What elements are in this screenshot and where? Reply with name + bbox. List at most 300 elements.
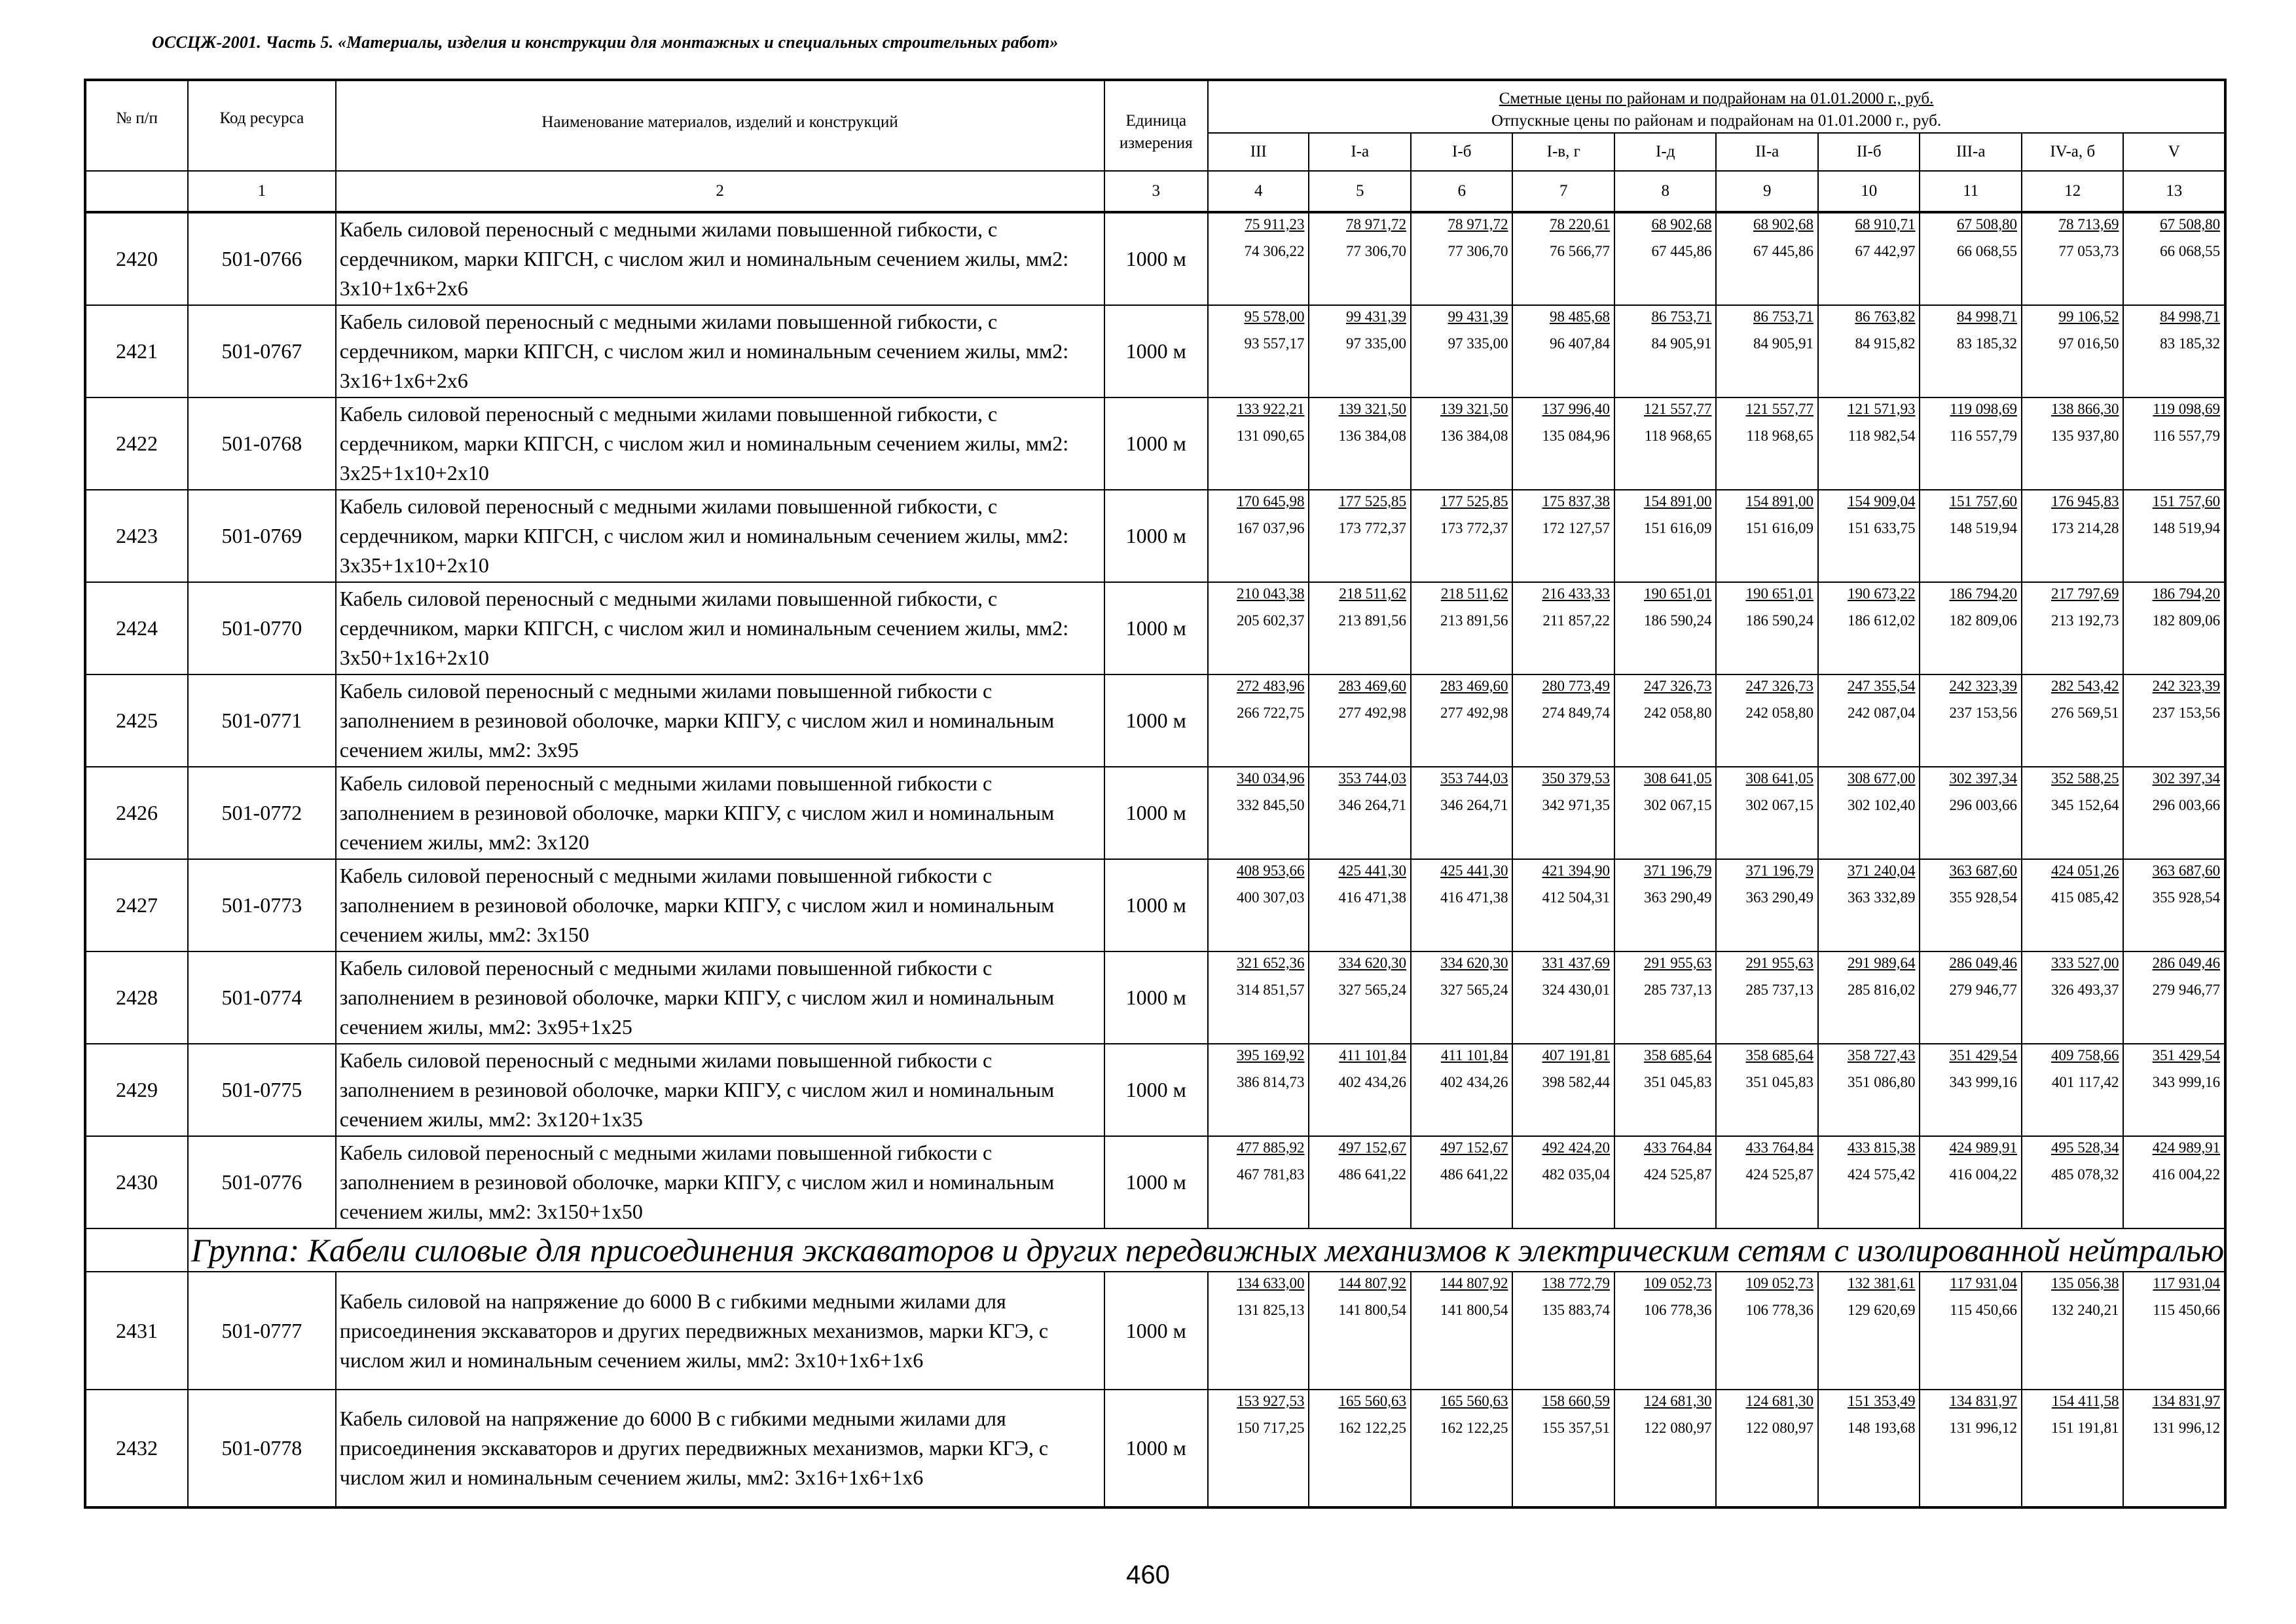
release-price: 83 185,32 [1956,335,2017,352]
estimated-price: 170 645,98 [1236,493,1305,509]
price-cell [1716,490,1818,582]
estimated-price: 272 483,96 [1236,678,1305,694]
price-cell [2123,1272,2225,1390]
release-price: 285 816,02 [1847,982,1916,998]
estimated-price: 291 955,63 [1745,955,1813,971]
release-price: 106 778,36 [1745,1302,1813,1318]
column-number: 5 [1309,171,1411,212]
release-price: 83 185,32 [2160,335,2221,352]
release-price: 279 946,77 [2152,982,2221,998]
estimated-price: 492 424,20 [1542,1139,1610,1156]
release-price: 77 306,70 [1448,243,1508,259]
price-cell [1614,951,1717,1044]
header-region: IV-а, б [2022,133,2124,171]
item-name: Кабель силовой переносный с медными жилами повышенной гибкости с заполнением в резиновой оболочке, марки КПГУ, с числом жил и номинальным сечением жилы, мм2: 3х120 [336,767,1104,859]
estimated-price: 216 433,33 [1542,585,1610,602]
estimated-price: 78 220,61 [1549,216,1610,232]
release-price: 66 068,55 [1956,243,2017,259]
price-cell [1411,859,1513,951]
estimated-price: 334 620,30 [1338,955,1406,971]
estimated-price: 433 764,84 [1745,1139,1813,1156]
release-price: 416 471,38 [1440,889,1508,906]
price-cell [1411,951,1513,1044]
estimated-price: 350 379,53 [1542,770,1610,786]
release-price: 398 582,44 [1542,1074,1610,1090]
price-cell [1920,212,2022,305]
release-price: 213 192,73 [2050,612,2119,629]
price-cell [1920,1390,2022,1507]
price-cell [1512,1390,1614,1507]
row-number: 2429 [85,1044,188,1136]
estimated-price: 109 052,73 [1643,1275,1712,1291]
release-price: 402 434,26 [1338,1074,1406,1090]
release-price: 363 290,49 [1643,889,1712,906]
estimated-price: 175 837,38 [1542,493,1610,509]
estimated-price: 247 355,54 [1847,678,1916,694]
estimated-price: 154 411,58 [2051,1393,2119,1409]
release-price: 136 384,08 [1338,428,1406,444]
estimated-price: 86 753,71 [1753,308,1813,325]
resource-code: 501-0774 [188,951,336,1044]
release-price: 148 193,68 [1847,1420,1916,1436]
group-title: Группа: Кабели силовые для присоединения экскаваторов и других передвижных механизмов к электрическим сетям с изолированной нейтралью [188,1228,2225,1272]
price-cell [1411,1272,1513,1390]
price-cell [1208,212,1309,305]
price-cell [2022,767,2124,859]
release-price: 363 332,89 [1847,889,1916,906]
price-cell [1614,767,1717,859]
price-cell [2123,674,2225,767]
price-cell [2022,212,2124,305]
price-cell [1411,1136,1513,1228]
estimated-price: 283 469,60 [1440,678,1508,694]
estimated-price: 424 989,91 [1949,1139,2017,1156]
price-cell [1512,767,1614,859]
column-number: 13 [2123,171,2225,212]
header-prices [1208,80,2225,133]
resource-code: 501-0778 [188,1390,336,1507]
price-cell [1512,859,1614,951]
price-cell [1309,1272,1411,1390]
release-price: 386 814,73 [1236,1074,1305,1090]
estimated-price: 138 866,30 [2050,401,2119,417]
resource-code: 501-0775 [188,1044,336,1136]
release-price: 424 525,87 [1745,1166,1813,1183]
estimated-price: 177 525,85 [1440,493,1508,509]
price-cell [1512,951,1614,1044]
column-numbers-row [85,171,2225,212]
estimated-price: 308 677,00 [1847,770,1916,786]
price-cell [2123,490,2225,582]
estimated-price: 139 321,50 [1440,401,1508,417]
release-price: 211 857,22 [1542,612,1610,629]
release-price: 412 504,31 [1542,889,1610,906]
estimated-price: 133 922,21 [1236,401,1305,417]
release-price: 182 809,06 [1949,612,2017,629]
release-price: 106 778,36 [1643,1302,1712,1318]
header-prices-release: Отпускные цены по районам и подрайонам на 01.01.2000 г., руб. [1491,112,1942,130]
unit: 1000 м [1104,951,1209,1044]
estimated-price: 67 508,80 [1956,216,2017,232]
estimated-price: 371 196,79 [1643,862,1712,879]
table-row [85,1390,2225,1507]
price-cell [1818,674,1920,767]
price-cell [2022,674,2124,767]
estimated-price: 151 757,60 [2152,493,2221,509]
table-row [85,490,2225,582]
estimated-price: 433 815,38 [1847,1139,1916,1156]
release-price: 296 003,66 [2152,797,2221,813]
price-cell [1411,674,1513,767]
estimated-price: 134 831,97 [1949,1393,2017,1409]
price-cell [1818,859,1920,951]
resource-code: 501-0769 [188,490,336,582]
column-number: 3 [1104,171,1209,212]
price-cell [1614,305,1717,397]
price-cell [1920,859,2022,951]
estimated-price: 78 971,72 [1448,216,1508,232]
release-price: 351 086,80 [1847,1074,1916,1090]
release-price: 135 937,80 [2050,428,2119,444]
release-price: 97 335,00 [1448,335,1508,352]
estimated-price: 407 191,81 [1542,1047,1610,1063]
release-price: 276 569,51 [2050,705,2119,721]
release-price: 415 085,42 [2050,889,2119,906]
release-price: 167 037,96 [1236,520,1305,536]
release-price: 67 445,86 [1753,243,1813,259]
estimated-price: 340 034,96 [1236,770,1305,786]
estimated-price: 86 763,82 [1855,308,1916,325]
price-cell [1614,1272,1717,1390]
release-price: 296 003,66 [1949,797,2017,813]
item-name: Кабель силовой переносный с медными жилами повышенной гибкости с заполнением в резиновой оболочке, марки КПГУ, с числом жил и номинальным сечением жилы, мм2: 3х150 [336,859,1104,951]
release-price: 274 849,74 [1542,705,1610,721]
release-price: 150 717,25 [1236,1420,1305,1436]
item-name: Кабель силовой переносный с медными жилами повышенной гибкости, с сердечником, марки КПГСН, с числом жил и номинальным сечением жилы, мм2: 3х16+1х6+2х6 [336,305,1104,397]
release-price: 132 240,21 [2050,1302,2119,1318]
release-price: 400 307,03 [1236,889,1305,906]
item-name: Кабель силовой на напряжение до 6000 В с гибкими медными жилами для присоединения экскаваторов и других передвижных механизмов, марки КГЭ, с числом жил и номинальным сечением жилы, мм2: 3х10+1х6+1х6 [336,1272,1104,1390]
column-number: 9 [1716,171,1818,212]
estimated-price: 154 891,00 [1643,493,1712,509]
release-price: 363 290,49 [1745,889,1813,906]
release-price: 77 053,73 [2058,243,2119,259]
price-cell [2022,859,2124,951]
price-cell [1716,1390,1818,1507]
estimated-price: 283 469,60 [1338,678,1406,694]
price-cell [2123,859,2225,951]
release-price: 343 999,16 [1949,1074,2017,1090]
release-price: 346 264,71 [1338,797,1406,813]
release-price: 148 519,94 [1949,520,2017,536]
header-num: № п/п [85,80,188,171]
estimated-price: 242 323,39 [2152,678,2221,694]
header-name: Наименование материалов, изделий и конструкций [336,80,1104,171]
estimated-price: 242 323,39 [1949,678,2017,694]
release-price: 148 519,94 [2152,520,2221,536]
price-cell [1411,212,1513,305]
column-number: 10 [1818,171,1920,212]
header-region: II-б [1818,133,1920,171]
resource-code: 501-0776 [188,1136,336,1228]
estimated-price: 151 353,49 [1847,1393,1916,1409]
header-region: I-д [1614,133,1717,171]
price-cell [1309,859,1411,951]
resource-code: 501-0773 [188,859,336,951]
release-price: 346 264,71 [1440,797,1508,813]
release-price: 96 407,84 [1549,335,1610,352]
estimated-price: 363 687,60 [2152,862,2221,879]
price-cell [1920,1044,2022,1136]
price-cell [1716,1044,1818,1136]
header-region: I-б [1411,133,1513,171]
release-price: 482 035,04 [1542,1166,1610,1183]
header-region: III [1208,133,1309,171]
estimated-price: 84 998,71 [1956,308,2017,325]
price-cell [1309,582,1411,674]
header-code: Код ресурса [188,80,336,171]
price-cell [1309,674,1411,767]
estimated-price: 411 101,84 [1440,1047,1508,1063]
release-price: 162 122,25 [1440,1420,1508,1436]
release-price: 115 450,66 [1950,1302,2017,1318]
estimated-price: 352 588,25 [2050,770,2119,786]
estimated-price: 86 753,71 [1651,308,1712,325]
release-price: 424 525,87 [1643,1166,1712,1183]
row-number: 2431 [85,1272,188,1390]
price-cell [1818,951,1920,1044]
estimated-price: 421 394,90 [1542,862,1610,879]
release-price: 424 575,42 [1847,1166,1916,1183]
table-row [85,1044,2225,1136]
estimated-price: 353 744,03 [1338,770,1406,786]
row-number: 2421 [85,305,188,397]
estimated-price: 121 557,77 [1643,401,1712,417]
item-name: Кабель силовой переносный с медными жилами повышенной гибкости с заполнением в резиновой оболочке, марки КПГУ, с числом жил и номинальным сечением жилы, мм2: 3х150+1х50 [336,1136,1104,1228]
price-cell [1716,397,1818,490]
price-cell [1818,397,1920,490]
item-name: Кабель силовой переносный с медными жилами повышенной гибкости с заполнением в резиновой оболочке, марки КПГУ, с числом жил и номинальным сечением жилы, мм2: 3х120+1х35 [336,1044,1104,1136]
header-unit: Единица измерения [1104,80,1209,171]
price-cell [1309,1136,1411,1228]
row-number: 2423 [85,490,188,582]
price-cell [2123,1136,2225,1228]
page-number: 460 [1126,1560,1170,1589]
price-cell [1309,1044,1411,1136]
release-price: 416 004,22 [1949,1166,2017,1183]
estimated-price: 425 441,30 [1440,862,1508,879]
estimated-price: 99 431,39 [1345,308,1406,325]
release-price: 327 565,24 [1338,982,1406,998]
release-price: 135 084,96 [1542,428,1610,444]
price-cell [1512,1044,1614,1136]
page-header: ОССЦЖ-2001. Часть 5. «Материалы, изделия и конструкции для монтажных и специальных строительных работ» [152,33,1059,52]
release-price: 118 982,54 [1848,428,1916,444]
estimated-price: 286 049,46 [1949,955,2017,971]
estimated-price: 186 794,20 [1949,585,2017,602]
item-name: Кабель силовой переносный с медными жилами повышенной гибкости с заполнением в резиновой оболочке, марки КПГУ, с числом жил и номинальным сечением жилы, мм2: 3х95+1х25 [336,951,1104,1044]
unit: 1000 м [1104,767,1209,859]
release-price: 131 090,65 [1236,428,1305,444]
estimated-price: 425 441,30 [1338,862,1406,879]
estimated-price: 291 955,63 [1643,955,1712,971]
estimated-price: 144 807,92 [1440,1275,1508,1291]
estimated-price: 99 431,39 [1448,308,1508,325]
price-cell [1614,1136,1717,1228]
unit: 1000 м [1104,859,1209,951]
row-number: 2426 [85,767,188,859]
price-cell [1411,767,1513,859]
resource-code: 501-0768 [188,397,336,490]
price-cell [1208,1044,1309,1136]
estimated-price: 78 713,69 [2058,216,2119,232]
price-cell [1920,1136,2022,1228]
estimated-price: 165 560,63 [1338,1393,1406,1409]
estimated-price: 308 641,05 [1745,770,1813,786]
table-row [85,674,2225,767]
price-cell [2022,951,2124,1044]
release-price: 131 996,12 [2152,1420,2221,1436]
row-number: 2428 [85,951,188,1044]
release-price: 118 968,65 [1644,428,1712,444]
release-price: 186 590,24 [1643,612,1712,629]
release-price: 172 127,57 [1542,520,1610,536]
table-row [85,212,2225,305]
release-price: 151 616,09 [1643,520,1712,536]
estimated-price: 124 681,30 [1745,1393,1813,1409]
unit: 1000 м [1104,490,1209,582]
price-cell [1716,767,1818,859]
estimated-price: 153 927,53 [1236,1393,1305,1409]
estimated-price: 291 989,64 [1847,955,1916,971]
estimated-price: 99 106,52 [2058,308,2119,325]
price-cell [1920,305,2022,397]
estimated-price: 497 152,67 [1338,1139,1406,1156]
row-number: 2420 [85,212,188,305]
row-number: 2430 [85,1136,188,1228]
release-price: 242 058,80 [1745,705,1813,721]
release-price: 131 996,12 [1949,1420,2017,1436]
estimated-price: 247 326,73 [1745,678,1813,694]
price-cell [1208,1272,1309,1390]
resource-code: 501-0777 [188,1272,336,1390]
price-cell [1208,1390,1309,1507]
unit: 1000 м [1104,1390,1209,1507]
price-cell [1920,674,2022,767]
column-number: 7 [1512,171,1614,212]
estimated-price: 286 049,46 [2152,955,2221,971]
price-cell [1512,305,1614,397]
price-cell [1309,951,1411,1044]
estimated-price: 117 931,04 [1950,1275,2017,1291]
release-price: 186 612,02 [1847,612,1916,629]
item-name: Кабель силовой переносный с медными жилами повышенной гибкости с заполнением в резиновой оболочке, марки КПГУ, с числом жил и номинальным сечением жилы, мм2: 3х95 [336,674,1104,767]
column-number: 11 [1920,171,2022,212]
price-cell [1818,490,1920,582]
resource-code: 501-0772 [188,767,336,859]
release-price: 242 087,04 [1847,705,1916,721]
resource-code: 501-0766 [188,212,336,305]
price-cell [1614,1044,1717,1136]
resource-code: 501-0770 [188,582,336,674]
release-price: 277 492,98 [1440,705,1508,721]
unit: 1000 м [1104,1044,1209,1136]
row-number: 2432 [85,1390,188,1507]
price-cell [1208,305,1309,397]
price-cell [1716,859,1818,951]
release-price: 131 825,13 [1236,1302,1305,1318]
resource-code: 501-0767 [188,305,336,397]
price-cell [1208,859,1309,951]
estimated-price: 95 578,00 [1244,308,1305,325]
estimated-price: 190 651,01 [1643,585,1712,602]
price-cell [1920,1272,2022,1390]
estimated-price: 218 511,62 [1440,585,1508,602]
item-name: Кабель силовой переносный с медными жилами повышенной гибкости, с сердечником, марки КПГСН, с числом жил и номинальным сечением жилы, мм2: 3х10+1х6+2х6 [336,212,1104,305]
estimated-price: 154 909,04 [1847,493,1916,509]
price-cell [2022,1390,2124,1507]
price-cell [1920,397,2022,490]
estimated-price: 351 429,54 [2152,1047,2221,1063]
row-number: 2424 [85,582,188,674]
price-cell [1512,490,1614,582]
price-cell [1920,582,2022,674]
release-price: 314 851,57 [1236,982,1305,998]
estimated-price: 358 685,64 [1643,1047,1712,1063]
unit: 1000 м [1104,397,1209,490]
column-number: 12 [2022,171,2124,212]
price-cell [1512,674,1614,767]
estimated-price: 280 773,49 [1542,678,1610,694]
release-price: 84 905,91 [1651,335,1712,352]
price-cell [2123,1044,2225,1136]
release-price: 84 905,91 [1753,335,1813,352]
header-region: I-а [1309,133,1411,171]
estimated-price: 68 902,68 [1651,216,1712,232]
unit: 1000 м [1104,1272,1209,1390]
release-price: 74 306,22 [1244,243,1305,259]
price-cell [1208,767,1309,859]
estimated-price: 433 764,84 [1643,1139,1712,1156]
price-cell [2123,1390,2225,1507]
release-price: 302 067,15 [1643,797,1712,813]
release-price: 182 809,06 [2152,612,2221,629]
release-price: 205 602,37 [1236,612,1305,629]
price-cell [2123,212,2225,305]
price-cell [1411,305,1513,397]
price-cell [1208,674,1309,767]
estimated-price: 134 831,97 [2152,1393,2221,1409]
resource-code: 501-0771 [188,674,336,767]
release-price: 343 999,16 [2152,1074,2221,1090]
column-number: 8 [1614,171,1717,212]
release-price: 467 781,83 [1236,1166,1305,1183]
table-row [85,582,2225,674]
release-price: 416 471,38 [1338,889,1406,906]
estimated-price: 371 240,04 [1847,862,1916,879]
estimated-price: 144 807,92 [1338,1275,1406,1291]
price-cell [1309,212,1411,305]
unit: 1000 м [1104,305,1209,397]
estimated-price: 424 051,26 [2050,862,2119,879]
release-price: 66 068,55 [2160,243,2221,259]
estimated-price: 363 687,60 [1949,862,2017,879]
price-cell [2123,397,2225,490]
table-row [85,305,2225,397]
estimated-price: 109 052,73 [1745,1275,1813,1291]
unit: 1000 м [1104,582,1209,674]
release-price: 351 045,83 [1745,1074,1813,1090]
